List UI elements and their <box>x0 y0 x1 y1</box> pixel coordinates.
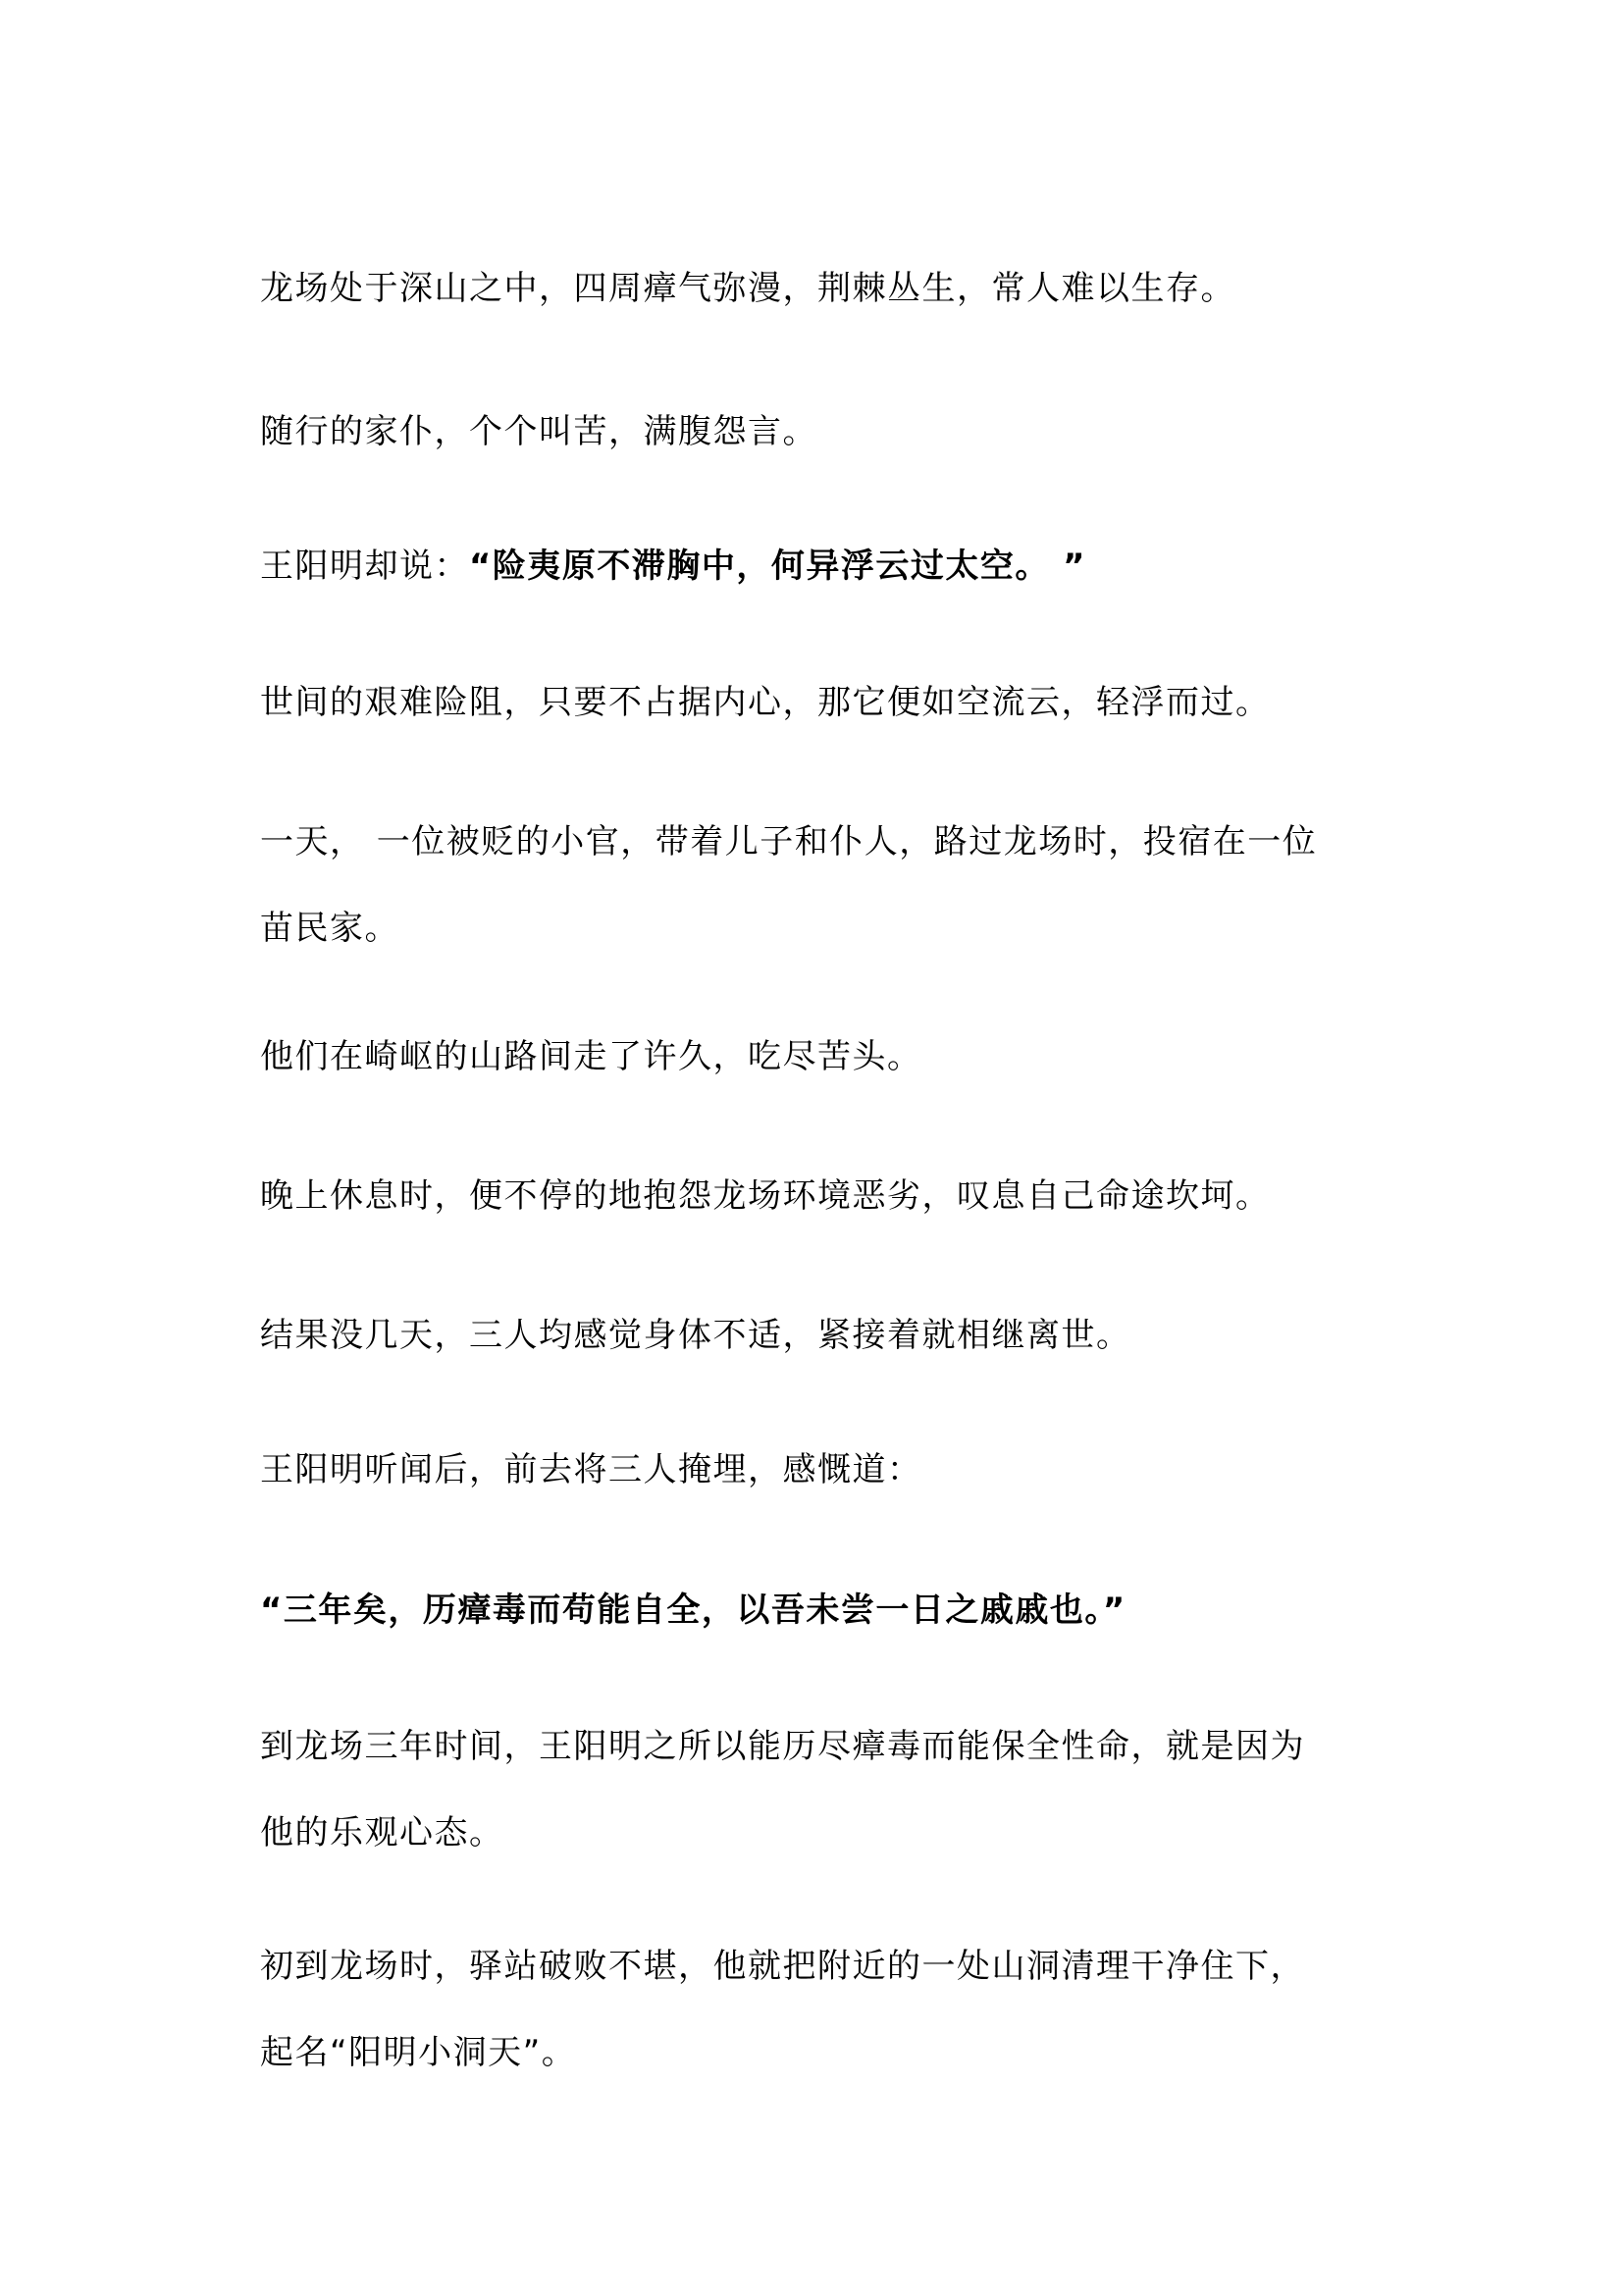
quote-text: “险夷原不滞胸中，何异浮云过太空。 ” <box>469 547 1087 586</box>
quote-text: “三年矣，历瘴毒而苟能自全，以吾未尝一日之戚戚也。” <box>260 1591 1126 1630</box>
paragraph-5-line-1 <box>260 820 1388 863</box>
paragraph-text: 起名“阳明小洞天”。 <box>260 2033 577 2072</box>
paragraph-text: 晚上休息时，便不停的地抱怨龙场环境恶劣，叹息自己命途坎坷。 <box>260 1176 1271 1216</box>
paragraph-text: 结果没几天，三人均感觉身体不适，紧接着就相继离世。 <box>260 1316 1131 1355</box>
paragraph-10 <box>260 1589 1388 1632</box>
paragraph-11-line-2 <box>260 1811 1388 1854</box>
paragraph-4 <box>260 681 1388 724</box>
paragraph-5-line-2 <box>260 907 1388 950</box>
paragraph-text: 世间的艰难险阻，只要不占据内心，那它便如空流云，轻浮而过。 <box>260 683 1271 722</box>
paragraph-12-line-2 <box>260 2031 1388 2074</box>
paragraph-9 <box>260 1448 1388 1491</box>
paragraph-text: 龙场处于深山之中，四周瘴气弥漫，荆棘丛生，常人难以生存。 <box>260 269 1235 308</box>
paragraph-text: 一天， 一位被贬的小官，带着儿子和仆人，路过龙场时，投宿在一位 <box>260 822 1318 861</box>
paragraph-6 <box>260 1035 1388 1078</box>
paragraph-3 <box>260 545 1388 588</box>
paragraph-text: 随行的家仆，个个叫苦，满腹怨言。 <box>260 412 817 451</box>
paragraph-1 <box>260 267 1388 310</box>
paragraph-2 <box>260 410 1388 453</box>
paragraph-7 <box>260 1174 1388 1218</box>
paragraph-text: 苗民家。 <box>260 909 399 948</box>
speaker-prefix: 王阳明却说： <box>260 547 469 586</box>
paragraph-text: 王阳明听闻后，前去将三人掩埋，感慨道： <box>260 1450 922 1489</box>
paragraph-12-line-1 <box>260 1945 1388 1988</box>
paragraph-text: 初到龙场时，驿站破败不堪，他就把附近的一处山洞清理干净住下， <box>260 1947 1305 1986</box>
paragraph-8 <box>260 1314 1388 1357</box>
paragraph-text: 他们在崎岖的山路间走了许久，吃尽苦头。 <box>260 1037 922 1076</box>
paragraph-11-line-1 <box>260 1725 1388 1768</box>
paragraph-text: 到龙场三年时间，王阳明之所以能历尽瘴毒而能保全性命，就是因为 <box>260 1727 1305 1766</box>
paragraph-text: 他的乐观心态。 <box>260 1813 504 1852</box>
